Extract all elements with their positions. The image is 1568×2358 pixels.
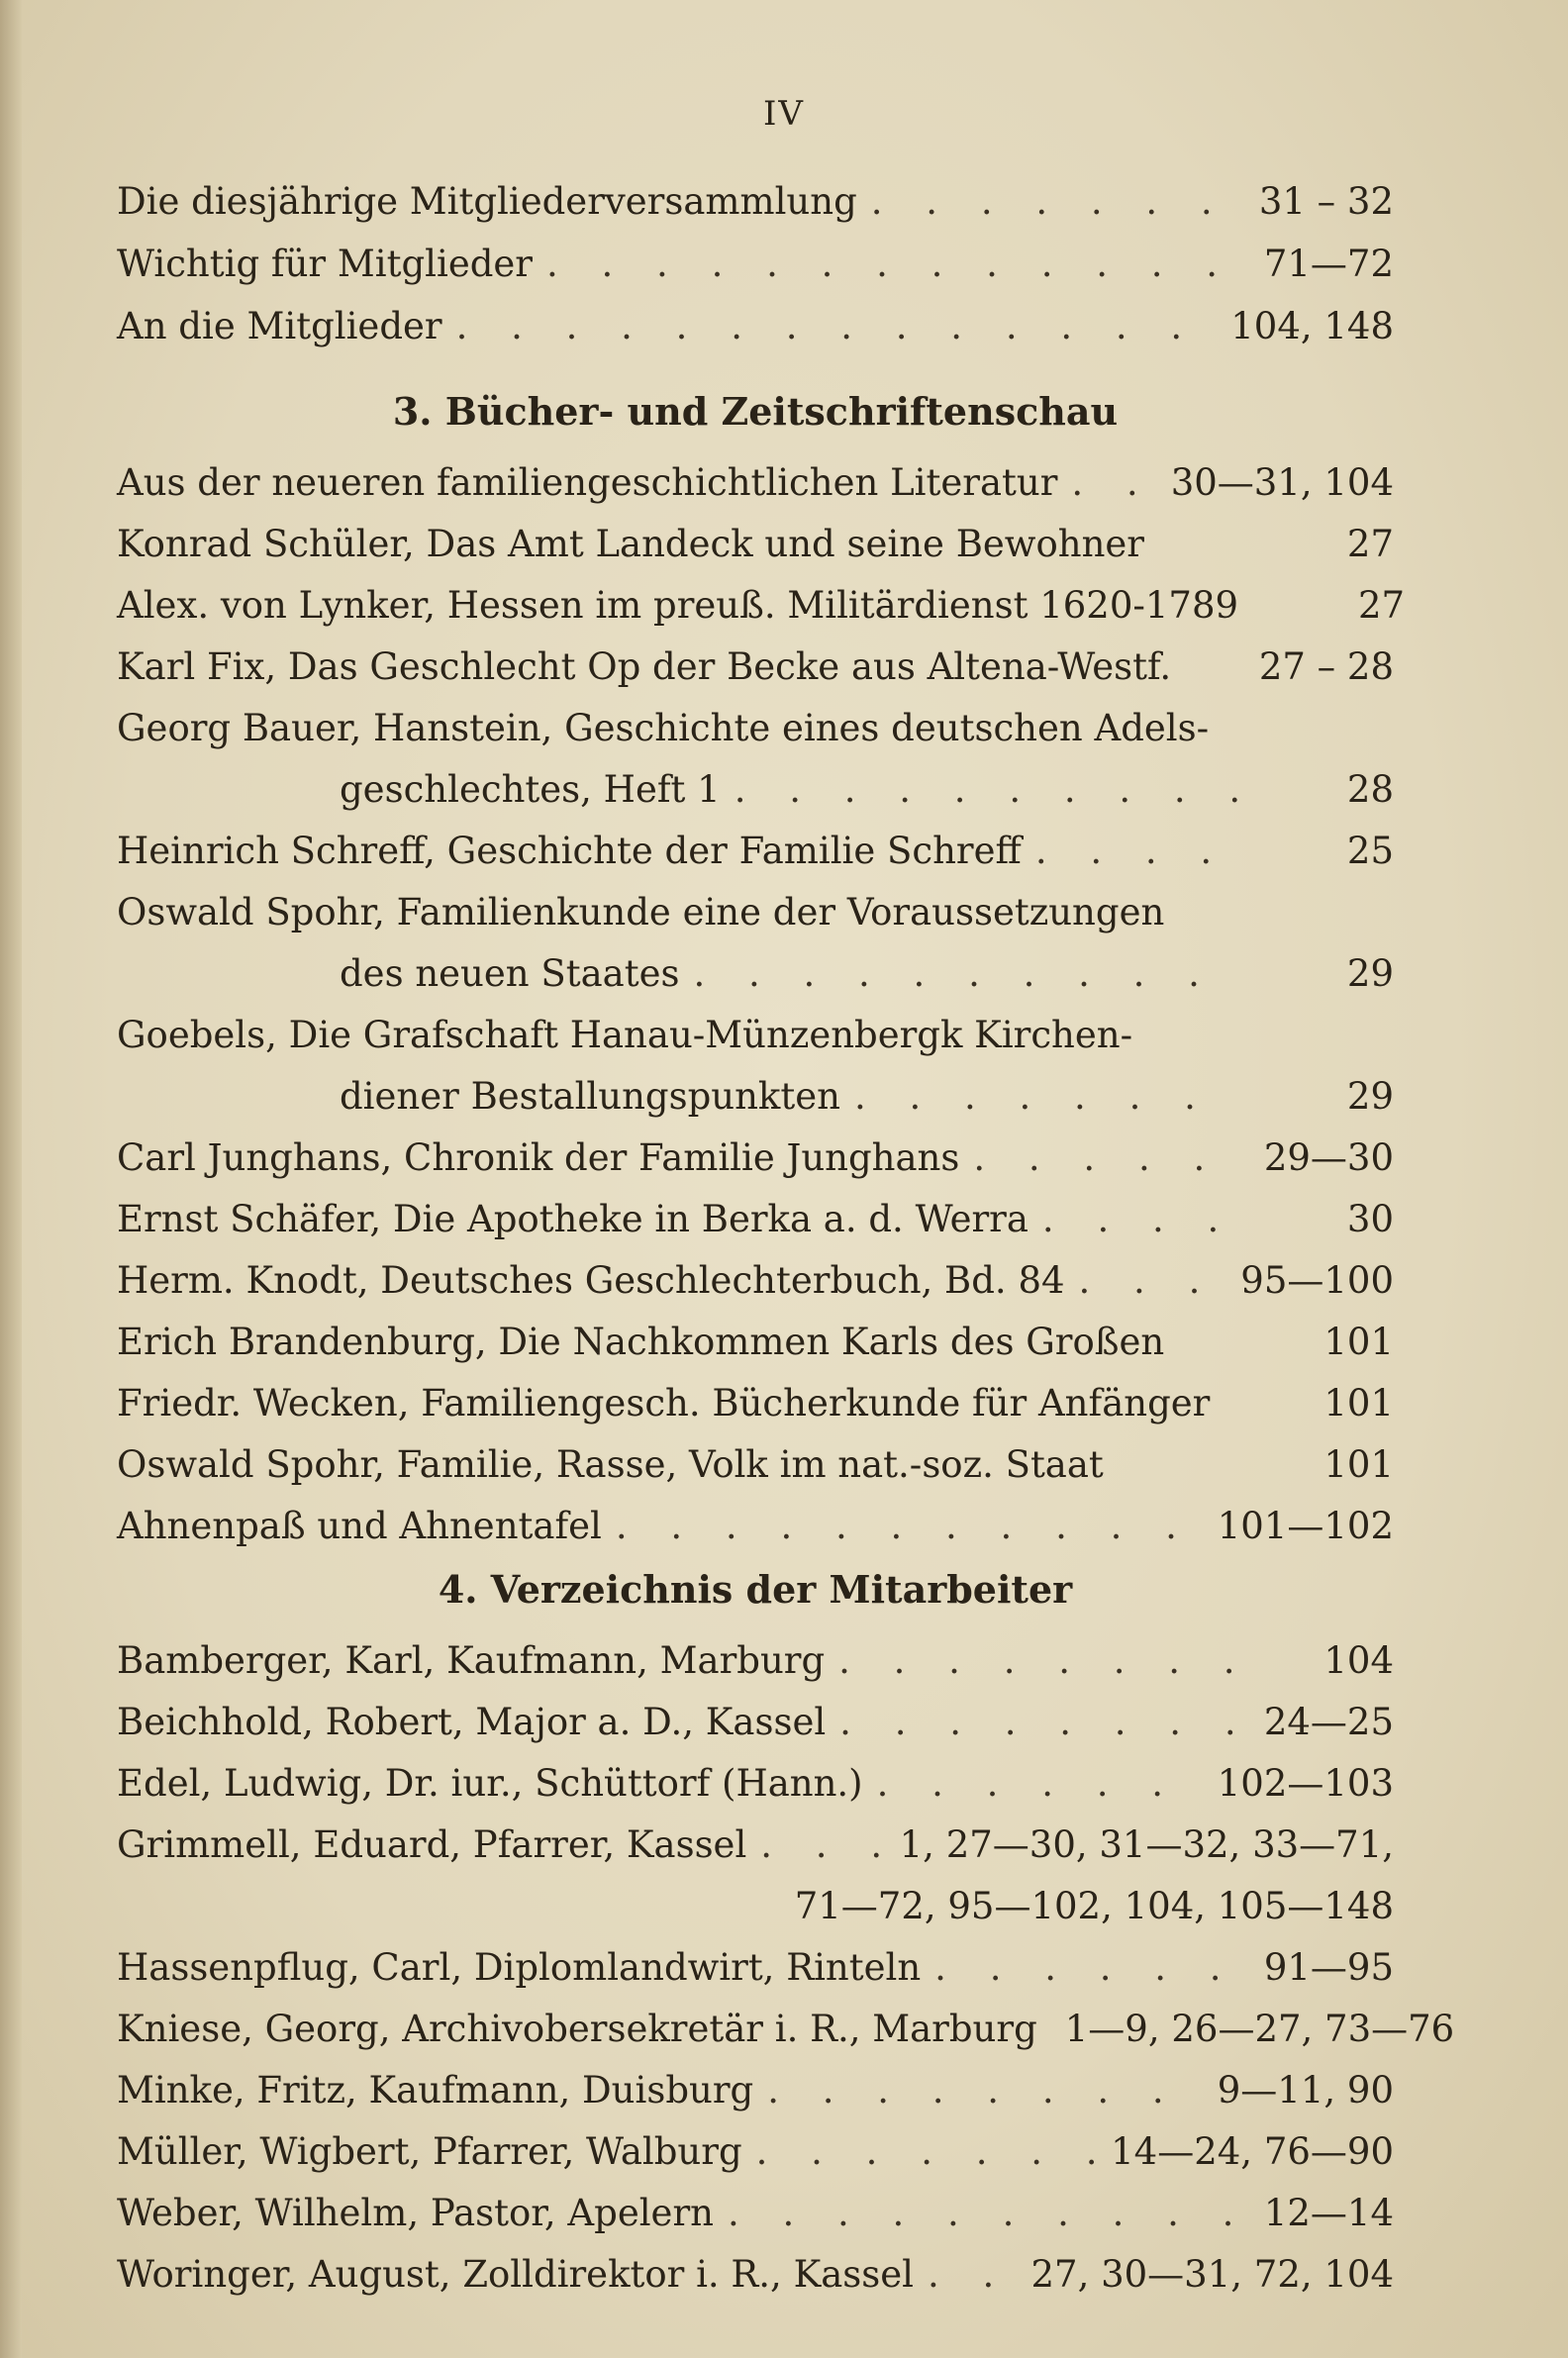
toc-entry-continuation	[117, 759, 1394, 821]
entry-pages: 29—30	[1263, 1136, 1394, 1179]
toc-entry	[117, 2244, 1394, 2306]
toc-entry-continuation	[117, 943, 1394, 1005]
entry-pages: 1, 27—30, 31—32, 33—71,	[899, 1823, 1394, 1866]
section-contributors	[117, 1559, 1455, 2306]
leader-dots	[760, 1815, 885, 1876]
entry-title: Woringer, August, Zolldirektor i. R., Kassel	[117, 2253, 914, 2296]
leader-dots	[934, 1937, 1241, 1999]
entry-pages: 24—25	[1263, 1701, 1394, 1743]
toc-entry-continuation	[117, 1876, 1394, 1937]
entry-title: Hassenpflug, Carl, Diplomlandwirt, Rinteln	[117, 1946, 922, 1989]
entry-title-continued: geschlechtes, Heft 1	[340, 768, 721, 811]
entry-title: Georg Bauer, Hanstein, Geschichte eines deutschen Adels-	[117, 707, 1210, 749]
entry-title: Oswald Spohr, Familienkunde eine der Voraussetzungen	[117, 891, 1165, 933]
entry-title: Herm. Knodt, Deutsches Geschlechterbuch, Bd. 84	[117, 1259, 1065, 1302]
entry-title: Ahnenpaß und Ahnentafel	[117, 1505, 602, 1547]
leader-dots	[1035, 821, 1241, 882]
entry-title: Weber, Wilhelm, Pastor, Apelern	[117, 2192, 714, 2234]
entry-title: Friedr. Wecken, Familiengesch. Bücherkunde für Anfänger	[117, 1382, 1211, 1425]
entry-pages: 27 – 28	[1258, 645, 1394, 688]
toc-entry	[117, 170, 1394, 233]
leader-dots	[616, 1496, 1204, 1557]
entry-title: Wichtig für Mitglieder	[117, 243, 533, 285]
entry-pages: 30—31, 104	[1170, 461, 1394, 504]
section-heading: 4. Verzeichnis der Mitarbeiter	[438, 1567, 1073, 1612]
leader-dots	[456, 295, 1218, 357]
toc-entry	[117, 1937, 1394, 1999]
entry-pages: 95—100	[1240, 1259, 1394, 1302]
toc-entry	[117, 1312, 1394, 1373]
entry-title: Goebels, Die Grafschaft Hanau-Münzenbergk Kirchen-	[117, 1014, 1133, 1056]
toc-entry	[117, 233, 1394, 295]
entry-pages: 102—103	[1217, 1762, 1394, 1805]
leader-dots	[839, 1692, 1241, 1753]
entry-pages: 29	[1346, 952, 1394, 995]
leader-dots	[1071, 452, 1156, 514]
toc-entry	[117, 821, 1394, 882]
toc-entry-continuation	[117, 1066, 1394, 1128]
page-binding-edge	[0, 0, 22, 2358]
entry-pages: 101	[1323, 1382, 1394, 1425]
toc-entry	[117, 2060, 1394, 2121]
toc-entry	[117, 1250, 1394, 1312]
toc-entry	[117, 698, 1394, 759]
entry-pages: 101	[1323, 1321, 1394, 1363]
entry-title: Alex. von Lynker, Hessen im preuß. Militärdienst 1620-1789	[117, 584, 1239, 627]
entry-pages: 9—11, 90	[1217, 2069, 1394, 2112]
entry-title: An die Mitglieder	[117, 305, 442, 347]
leader-dots	[735, 759, 1241, 821]
entry-title: Erich Brandenburg, Die Nachkommen Karls des Großen	[117, 1321, 1165, 1363]
entry-pages: 29	[1346, 1075, 1394, 1118]
leader-dots	[1079, 1250, 1227, 1312]
leader-dots	[756, 2121, 1098, 2183]
toc-entry	[117, 2183, 1394, 2244]
toc-entry	[117, 2121, 1394, 2183]
toc-entry	[117, 575, 1406, 637]
toc-entry	[117, 514, 1394, 575]
leader-dots	[854, 1066, 1241, 1128]
leader-dots	[693, 943, 1241, 1005]
entry-title-continued: des neuen Staates	[340, 952, 680, 995]
leader-dots	[546, 233, 1241, 295]
entry-pages: 12—14	[1263, 2192, 1394, 2234]
entry-title: Aus der neueren familiengeschichtlichen Literatur	[117, 461, 1058, 504]
toc-entry	[117, 1373, 1394, 1434]
toc-entry	[117, 1189, 1394, 1250]
toc-entry	[117, 1692, 1394, 1753]
toc-entry	[117, 637, 1394, 698]
leader-dots	[1042, 1189, 1241, 1250]
entry-title: Konrad Schüler, Das Amt Landeck und seine Bewohner	[117, 523, 1144, 565]
toc-entry	[117, 1128, 1394, 1189]
entry-pages: 28	[1346, 768, 1394, 811]
entry-pages-continued: 71—72, 95—102, 104, 105—148	[794, 1885, 1394, 1927]
entry-title: Carl Junghans, Chronik der Familie Junghans	[117, 1136, 960, 1179]
entry-pages: 91—95	[1263, 1946, 1394, 1989]
leader-dots	[838, 1630, 1241, 1692]
entry-pages: 1—9, 26—27, 73—76	[1064, 2008, 1455, 2050]
section-members-notices	[117, 170, 1394, 357]
entry-title: Edel, Ludwig, Dr. iur., Schüttorf (Hann.)	[117, 1762, 863, 1805]
toc-entry	[117, 1999, 1455, 2060]
entry-title: Müller, Wigbert, Pfarrer, Walburg	[117, 2130, 742, 2173]
entry-pages: 104	[1323, 1639, 1394, 1682]
toc-entry	[117, 452, 1394, 514]
toc-entry	[117, 295, 1394, 357]
entry-pages: 101	[1323, 1443, 1394, 1486]
section-book-review	[117, 381, 1406, 1557]
entry-title: Bamberger, Karl, Kaufmann, Marburg	[117, 1639, 826, 1682]
toc-entry	[117, 1753, 1394, 1815]
toc-entry	[117, 1005, 1394, 1066]
entry-title-continued: diener Bestallungspunkten	[340, 1075, 840, 1118]
entry-pages: 31 – 32	[1258, 180, 1394, 223]
page-number: IV	[763, 94, 805, 134]
toc-entry	[117, 882, 1394, 943]
leader-dots	[871, 170, 1241, 233]
leader-dots	[877, 1753, 1204, 1815]
toc-entry	[117, 1496, 1394, 1557]
entry-pages: 101—102	[1217, 1505, 1394, 1547]
entry-pages: 27	[1357, 584, 1406, 627]
toc-entry	[117, 1434, 1394, 1496]
entry-pages: 27	[1346, 523, 1394, 565]
entry-pages: 25	[1346, 830, 1394, 872]
leader-dots	[973, 1128, 1241, 1189]
entry-title: Karl Fix, Das Geschlecht Op der Becke aus Altena-Westf.	[117, 645, 1172, 688]
entry-pages: 104, 148	[1230, 305, 1394, 347]
entry-title: Heinrich Schreff, Geschichte der Familie Schreff	[117, 830, 1022, 872]
entry-pages: 71—72	[1263, 243, 1394, 285]
entry-title: Minke, Fritz, Kaufmann, Duisburg	[117, 2069, 754, 2112]
entry-title: Oswald Spohr, Familie, Rasse, Volk im nat.-soz. Staat	[117, 1443, 1104, 1486]
leader-dots	[728, 2183, 1241, 2244]
section-heading: 3. Bücher- und Zeitschriftenschau	[392, 389, 1119, 434]
entry-title: Ernst Schäfer, Die Apotheke in Berka a. d. Werra	[117, 1198, 1029, 1240]
entry-title: Die diesjährige Mitgliederversammlung	[117, 180, 857, 223]
leader-dots	[928, 2244, 1017, 2306]
entry-pages: 27, 30—31, 72, 104	[1030, 2253, 1394, 2296]
entry-title: Kniese, Georg, Archivobersekretär i. R., Marburg	[117, 2008, 1037, 2050]
leader-dots	[767, 2060, 1204, 2121]
entry-title: Beichhold, Robert, Major a. D., Kassel	[117, 1701, 827, 1743]
entry-pages: 30	[1346, 1198, 1394, 1240]
entry-title: Grimmell, Eduard, Pfarrer, Kassel	[117, 1823, 747, 1866]
toc-entry	[117, 1630, 1394, 1692]
entry-pages: 14—24, 76—90	[1111, 2130, 1394, 2173]
toc-entry	[117, 1815, 1394, 1876]
